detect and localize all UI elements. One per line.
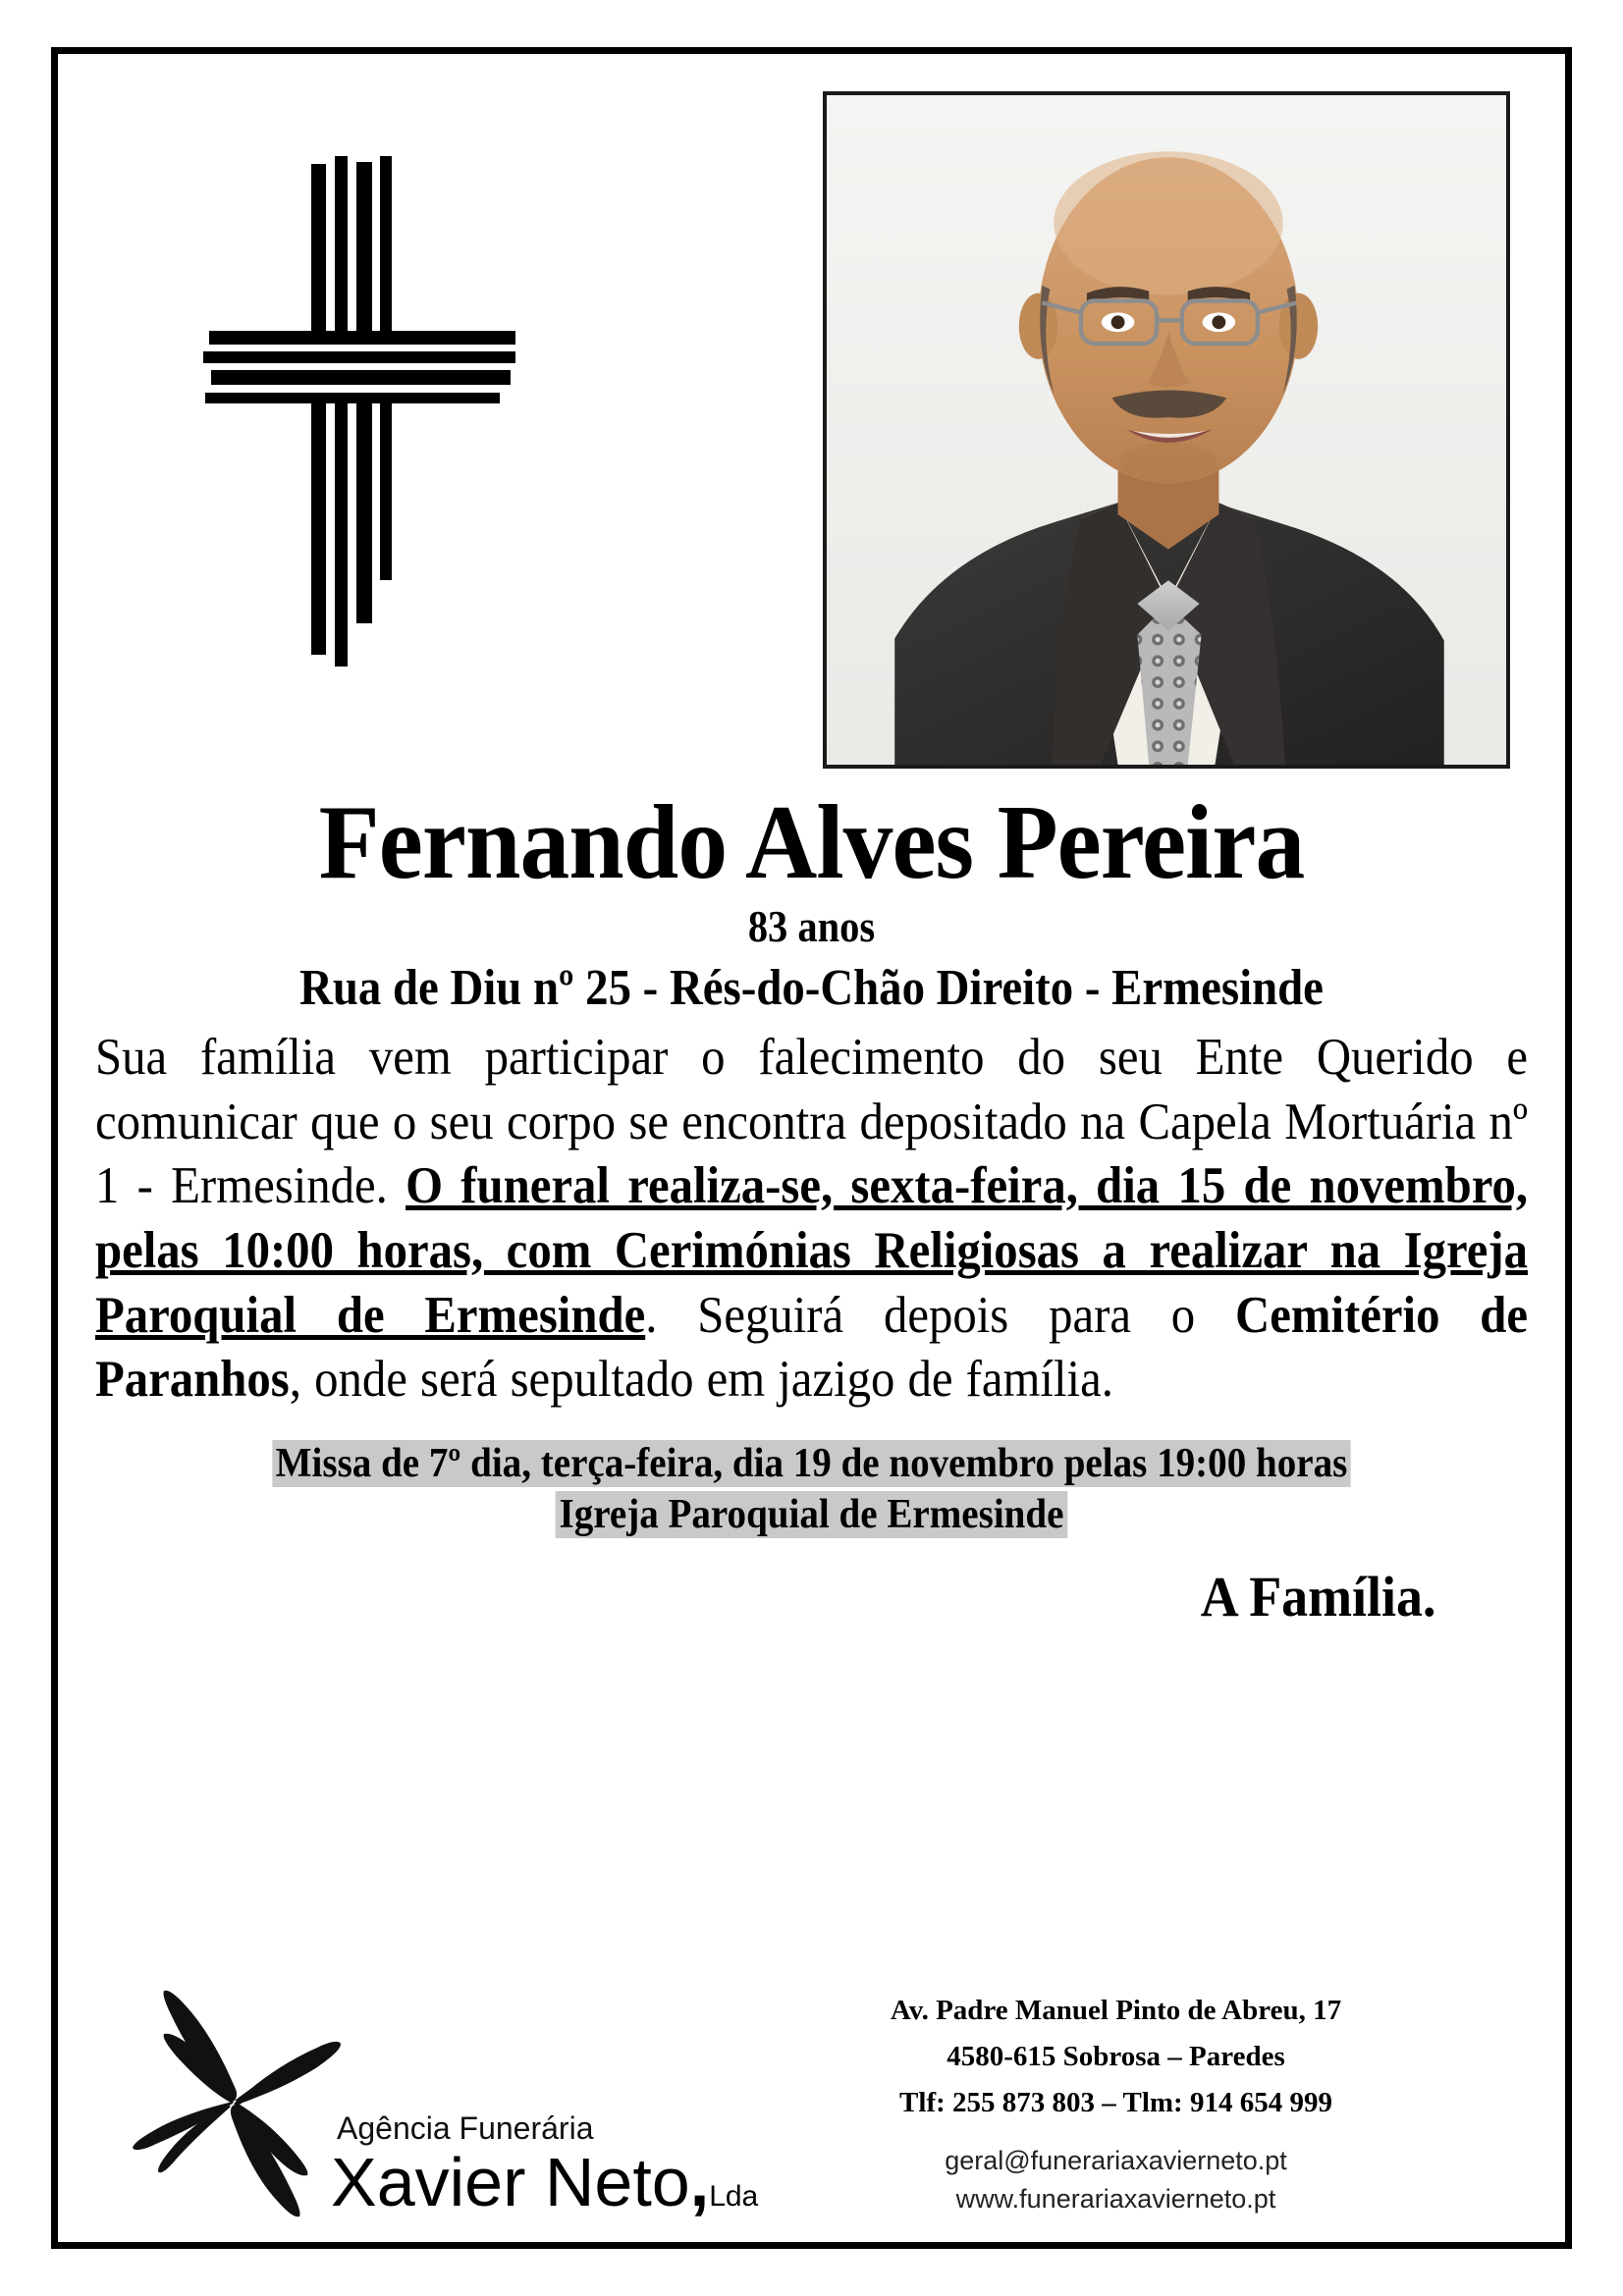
mass-line-2: Igreja Paroquial de Ermesinde bbox=[145, 1489, 1478, 1540]
mass-notice bbox=[145, 1438, 1478, 1540]
contact-website[interactable]: www.funerariaxavierneto.pt bbox=[955, 2183, 1276, 2214]
agency-wordmark bbox=[331, 2109, 759, 2220]
family-signature: A Família. bbox=[1200, 1565, 1436, 1629]
agency-branding bbox=[95, 1967, 759, 2232]
contact-phone: Tlf: 255 873 803 – Tlm: 914 654 999 bbox=[899, 2086, 1332, 2118]
contact-address: Av. Padre Manuel Pinto de Abreu, 17 bbox=[890, 1994, 1342, 2026]
brush-x-logo-icon bbox=[115, 1979, 351, 2224]
page-border-frame bbox=[51, 47, 1572, 2249]
announcement-part2: . Seguirá depois para o bbox=[645, 1286, 1235, 1344]
contact-email[interactable]: geral@funerariaxavierneto.pt bbox=[945, 2145, 1287, 2175]
announcement-part1: Sua família vem participar o falecimento do seu Ente Querido e comunicar que o seu corpo se encontra depositado na Capela Mortuária nº 1 - Ermesinde. bbox=[95, 1028, 1529, 1215]
announcement-part3: , onde será sepultado em jazigo de família. bbox=[289, 1351, 1113, 1409]
announcement-body bbox=[95, 1026, 1528, 1413]
agency-name: Xavier Neto,Lda bbox=[331, 2144, 759, 2220]
agency-subtitle: Agência Funerária bbox=[337, 2109, 594, 2146]
deceased-address: Rua de Diu nº 25 - Rés-do-Chão Direito - Ermesinde bbox=[299, 959, 1324, 1016]
announcement-emphasis: O funeral realiza-se, sexta-feira, dia 15 de novembro, pelas 10:00 horas, com Cerimónias Religiosas a realizar na Igreja Paroquial de Ermesinde bbox=[95, 1157, 1529, 1344]
contact-postal: 4580-615 Sobrosa – Paredes bbox=[947, 2040, 1285, 2072]
contact-spacer bbox=[704, 2126, 1528, 2142]
portrait-photo bbox=[823, 91, 1510, 769]
header-imagery bbox=[95, 80, 1528, 786]
footer bbox=[95, 1938, 1528, 2232]
cross-icon bbox=[201, 156, 525, 686]
deceased-age: 83 anos bbox=[747, 901, 876, 951]
cemetery-name: Cemitério de Paranhos bbox=[95, 1286, 1529, 1409]
mass-line-1: Missa de 7º dia, terça-feira, dia 19 de novembro pelas 19:00 horas bbox=[145, 1438, 1478, 1489]
agency-contact bbox=[704, 1988, 1528, 2232]
deceased-name: Fernando Alves Pereira bbox=[318, 784, 1305, 901]
